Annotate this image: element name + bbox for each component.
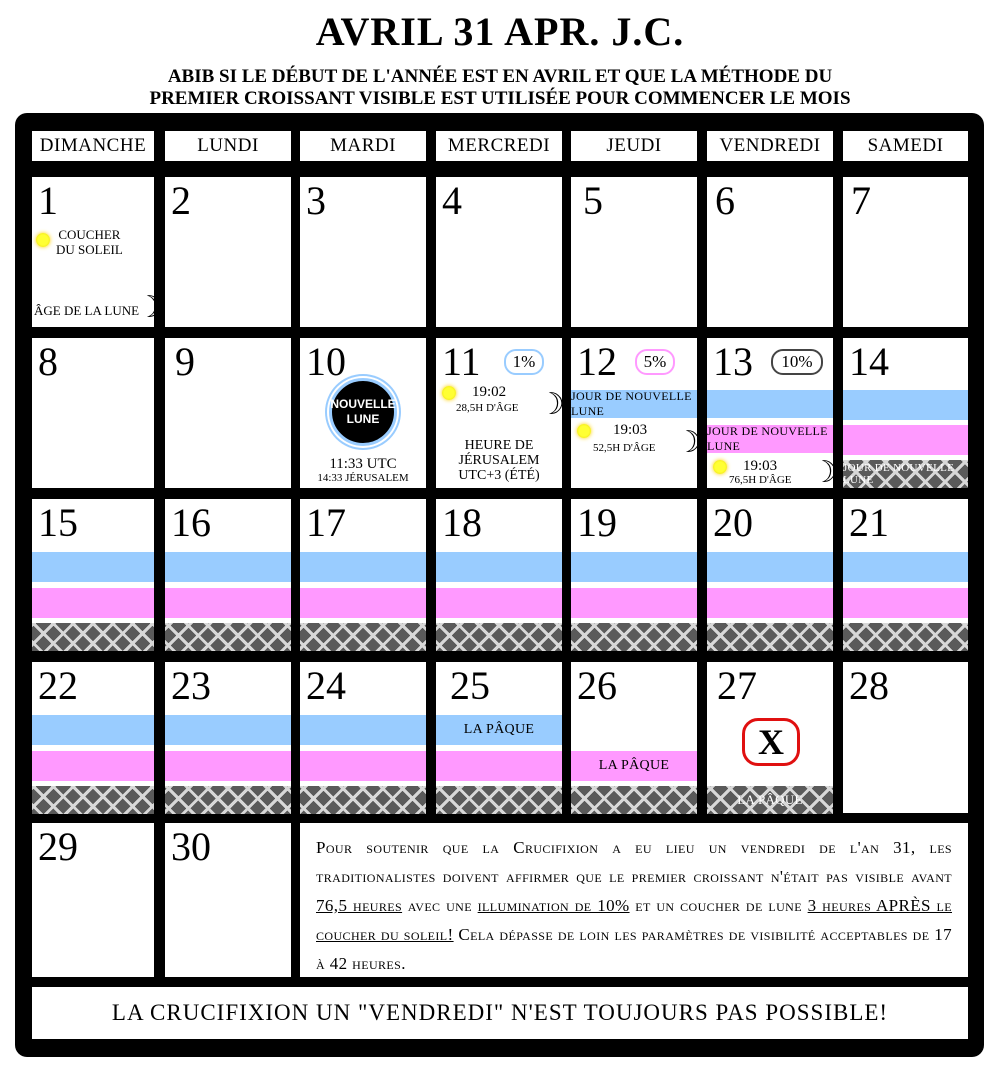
day-cell-28[interactable] (843, 662, 968, 813)
day-cell-3[interactable] (300, 177, 426, 327)
day-number: 5 (583, 178, 603, 223)
sunset-time: 19:03 (743, 458, 778, 474)
day-cell-24[interactable] (300, 662, 426, 813)
crescent-moon-icon: ☽ (675, 425, 702, 460)
day-cell-30[interactable] (165, 823, 291, 977)
new-moon-icon (329, 378, 397, 446)
sun-icon (442, 386, 456, 400)
moon-age-legend: ÂGE DE LA LUNE (34, 303, 140, 318)
new-moon-day-band: JOUR DE NOUVELLE LUNE (843, 460, 968, 488)
day-cell-20[interactable] (707, 499, 833, 651)
day-number: 4 (442, 178, 462, 223)
crescent-moon-icon: ☽ (136, 290, 163, 325)
pink-band (843, 425, 968, 455)
crescent-moon-icon: ☽ (538, 387, 565, 422)
passover-band: LA PÂQUE (436, 715, 562, 745)
day-cell-27[interactable] (707, 662, 833, 813)
new-moon-time-jerusalem: 14:33 JÉRUSALEM (317, 472, 409, 484)
pink-band (707, 588, 833, 618)
weekday-wednesday: MERCREDI (436, 131, 562, 161)
day-cell-10[interactable] (300, 338, 426, 488)
day-number: 16 (171, 500, 211, 545)
pink-band (32, 588, 154, 618)
weekday-thursday: JEUDI (571, 131, 697, 161)
day-cell-12[interactable] (571, 338, 702, 488)
day-number: 21 (849, 500, 889, 545)
day-cell-7[interactable] (843, 177, 968, 327)
day-cell-2[interactable] (165, 177, 291, 327)
day-cell-4[interactable] (436, 177, 562, 327)
moon-age: 52,5H D'ÂGE (593, 442, 656, 454)
weekday-tuesday: MARDI (300, 131, 426, 161)
day-number: 25 (450, 663, 490, 708)
blue-band (571, 552, 697, 582)
day-cell-16[interactable] (165, 499, 291, 651)
new-moon-time-utc: 11:33 UTC (329, 456, 397, 472)
day-number: 9 (175, 339, 195, 384)
day-cell-15[interactable] (32, 499, 154, 651)
day-number: 6 (715, 178, 735, 223)
day-cell-23[interactable] (165, 662, 291, 813)
timezone-note (436, 438, 562, 483)
pink-band (300, 751, 426, 781)
day-number: 14 (849, 339, 889, 384)
blue-band (165, 715, 291, 745)
grey-band (32, 623, 154, 651)
note-text: et un coucher de lune (629, 896, 808, 915)
pink-band (843, 588, 968, 618)
sunset-legend-line1: COUCHER (58, 227, 121, 242)
day-cell-29[interactable] (32, 823, 154, 977)
day-number: 1 (38, 178, 58, 223)
note-underlined-illumination: illumination de 10% (477, 896, 630, 915)
day-cell-11[interactable] (436, 338, 565, 488)
day-number: 30 (171, 824, 211, 869)
day-number: 8 (38, 339, 58, 384)
day-cell-17[interactable] (300, 499, 426, 651)
weekday-monday: LUNDI (165, 131, 291, 161)
grey-band (165, 786, 291, 814)
grey-band (571, 786, 697, 814)
pink-band (571, 588, 697, 618)
pink-band (32, 751, 154, 781)
timezone-line1: HEURE DE (464, 438, 534, 453)
pink-band (165, 751, 291, 781)
passover-band: LA PÂQUE (571, 751, 697, 781)
sun-icon (36, 233, 50, 247)
grey-band (571, 623, 697, 651)
note-text: Pour soutenir que la Crucifixion a eu lieu un vendredi de l'an 31, les traditionalistes doivent affirmer que le premier croissant n'était pas visible avant (316, 838, 952, 886)
pink-band (436, 588, 562, 618)
weekday-friday: VENDREDI (707, 131, 833, 161)
blue-band (707, 390, 833, 418)
pink-band (165, 588, 291, 618)
timezone-line3: UTC+3 (ÉTÉ) (458, 468, 540, 483)
weekday-sunday: DIMANCHE (32, 131, 154, 161)
pink-band (300, 588, 426, 618)
day-cell-25[interactable] (436, 662, 562, 813)
moon-age: 28,5H D'ÂGE (456, 402, 519, 414)
new-moon-badge-line2: LUNE (346, 412, 380, 426)
grey-band (707, 623, 833, 651)
day-number: 23 (171, 663, 211, 708)
blue-band (165, 552, 291, 582)
day-cell-5[interactable] (571, 177, 697, 327)
blue-band (707, 552, 833, 582)
note-text: avec une (402, 896, 478, 915)
day-cell-6[interactable] (707, 177, 833, 327)
day-number: 22 (38, 663, 78, 708)
day-cell-9[interactable] (165, 338, 291, 488)
day-number: 7 (851, 178, 871, 223)
subtitle-line-2: PREMIER CROISSANT VISIBLE EST UTILISÉE POUR COMMENCER LE MOIS (149, 88, 851, 109)
day-number: 24 (306, 663, 346, 708)
sunset-time: 19:02 (472, 384, 507, 400)
day-cell-8[interactable] (32, 338, 154, 488)
day-number: 2 (171, 178, 191, 223)
sunset-legend-line2: DU SOLEIL (56, 242, 123, 257)
day-number: 3 (306, 178, 326, 223)
grey-band (843, 623, 968, 651)
day-cell-1[interactable] (32, 177, 163, 327)
day-number: 27 (717, 663, 757, 708)
grey-band (300, 623, 426, 651)
explanation-note (300, 823, 968, 977)
blue-band (300, 715, 426, 745)
sunset-time: 19:03 (613, 422, 648, 438)
new-moon-day-band: JOUR DE NOUVELLE LUNE (571, 390, 697, 418)
day-number: 17 (306, 500, 346, 545)
day-cell-14[interactable] (843, 338, 968, 488)
blue-band (32, 552, 154, 582)
day-number: 15 (38, 500, 78, 545)
new-moon-badge-line1: NOUVELLE (330, 397, 396, 411)
illumination-badge: 10% (771, 349, 823, 375)
grey-band (300, 786, 426, 814)
day-number: 10 (306, 339, 346, 384)
illumination-badge: 5% (635, 349, 675, 375)
day-number: 28 (849, 663, 889, 708)
new-moon-day-band: JOUR DE NOUVELLE LUNE (707, 425, 833, 453)
day-number: 29 (38, 824, 78, 869)
cross-mark-icon: X (742, 718, 800, 766)
note-underlined-moonset: 3 heures APRÈS le coucher du soleil! (316, 896, 952, 944)
day-number: 26 (577, 663, 617, 708)
subtitle-line-1: ABIB SI LE DÉBUT DE L'ANNÉE EST EN AVRIL ET QUE LA MÉTHODE DU (167, 66, 833, 87)
day-number: 20 (713, 500, 753, 545)
weekday-saturday: SAMEDI (843, 131, 968, 161)
sunset-legend (56, 227, 123, 257)
blue-band (436, 552, 562, 582)
day-number: 13 (713, 339, 753, 384)
footer-banner: LA CRUCIFIXION UN "VENDREDI" N'EST TOUJOURS PAS POSSIBLE! (32, 987, 968, 1039)
day-cell-18[interactable] (436, 499, 562, 651)
pink-band (436, 751, 562, 781)
grey-band (165, 623, 291, 651)
sun-icon (713, 460, 727, 474)
day-number: 19 (577, 500, 617, 545)
day-cell-19[interactable] (571, 499, 697, 651)
grey-band (436, 786, 562, 814)
illumination-badge: 1% (504, 349, 544, 375)
page-title: AVRIL 31 APR. J.C. (315, 9, 685, 54)
note-text: Cela dépasse de loin les paramètres de visibilité acceptables de 17 à 42 heures. (316, 925, 952, 973)
day-number: 12 (577, 339, 617, 384)
moon-age: 76,5H D'ÂGE (729, 474, 792, 486)
grey-band (436, 623, 562, 651)
day-cell-13[interactable] (707, 338, 838, 490)
day-cell-26[interactable] (571, 662, 697, 813)
blue-band (843, 390, 968, 420)
day-number: 11 (442, 339, 481, 384)
page-subtitle (60, 66, 940, 110)
day-cell-22[interactable] (32, 662, 154, 813)
grey-band (32, 786, 154, 814)
day-number: 18 (442, 500, 482, 545)
timezone-line2: JÉRUSALEM (458, 453, 540, 468)
note-underlined-hours: 76,5 heures (316, 896, 403, 915)
blue-band (843, 552, 968, 582)
sun-icon (577, 424, 591, 438)
crescent-moon-icon: ☽ (811, 455, 838, 490)
day-cell-21[interactable] (843, 499, 968, 651)
blue-band (300, 552, 426, 582)
passover-band: LA PÂQUE (707, 786, 833, 814)
blue-band (32, 715, 154, 745)
